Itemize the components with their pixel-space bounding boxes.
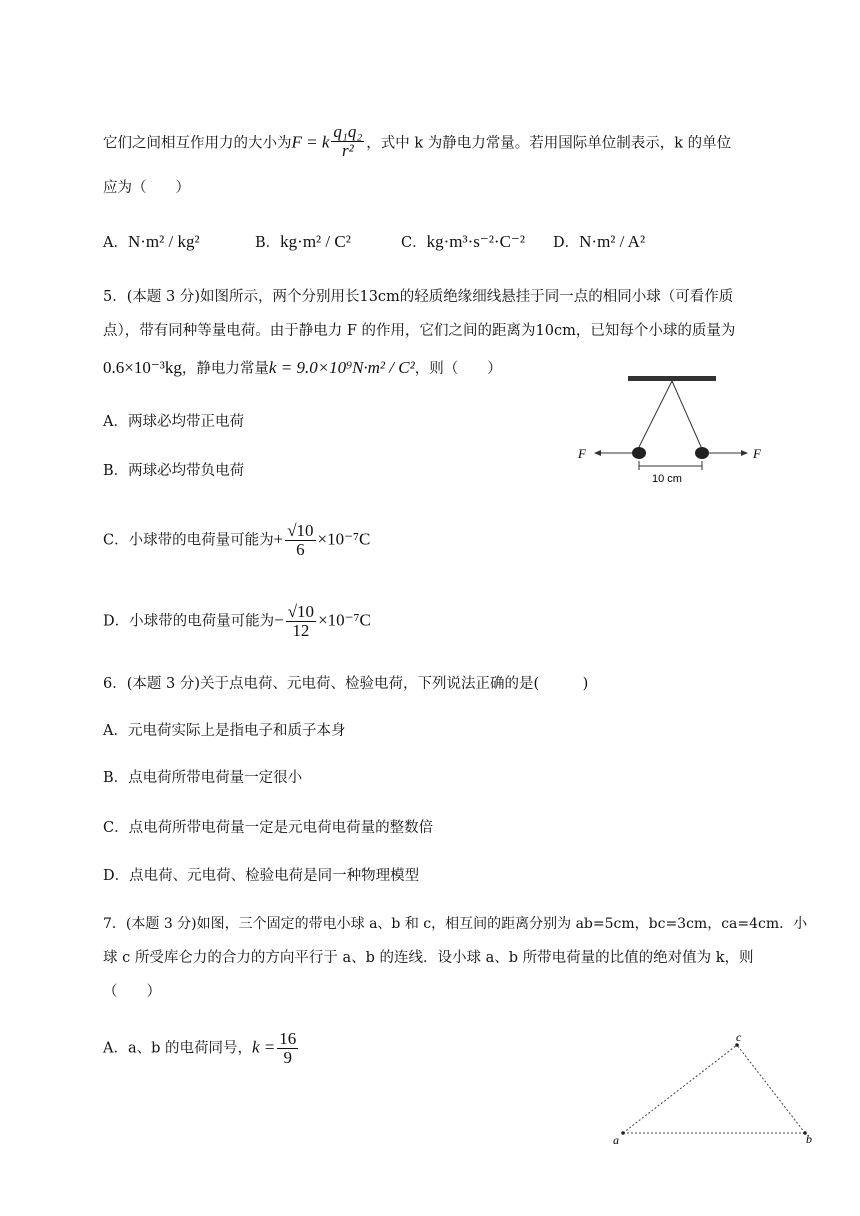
left-force-label: F	[578, 446, 586, 461]
distance-label: 10 cm	[652, 473, 682, 485]
q4-formula-den: r²	[341, 141, 354, 160]
q6-option-d: D．点电荷、元电荷、检验电荷是同一种物理模型	[103, 868, 420, 884]
q5-stem-line1: 5．(本题 3 分)如图所示，两个分别用长13cm的轻质绝缘细线悬挂于同一点的相同小球（可看作质	[103, 289, 734, 305]
q7-option-a-num: 16	[279, 1029, 297, 1048]
q5-option-d-pre: D．小球带的电荷量可能为	[103, 613, 275, 630]
q5-option-d-post: ×10⁻⁷C	[318, 610, 371, 630]
q7-option-a-pre: A．a、b 的电荷同号，	[103, 1040, 253, 1057]
q5-option-c	[103, 522, 370, 559]
q5-line3-end: ，则（ ）	[414, 361, 502, 377]
q7-option-a-den: 9	[283, 1048, 293, 1067]
left-thread	[638, 381, 672, 449]
q4-option-a	[103, 232, 200, 253]
q5-option-c-pre: C．小球带的电荷量可能为	[103, 532, 274, 549]
q4-stem-line1	[103, 122, 732, 162]
q5-option-d-fraction	[286, 603, 316, 640]
ceiling-bar	[628, 376, 716, 381]
q5-stem-line3	[103, 358, 502, 379]
q6-option-a: A．元电荷实际上是指电子和质子本身	[103, 723, 346, 739]
q4-intro-pre: 它们之间相互作用力的大小为	[103, 135, 292, 152]
q4-option-d-text: N·m² / A²	[579, 232, 646, 251]
side-ac	[623, 1045, 737, 1133]
q6-stem: 6．(本题 3 分)关于点电荷、元电荷、检验电荷，下列说法正确的是( )	[103, 676, 589, 692]
q5-option-c-sign: +	[273, 529, 284, 549]
q5-option-c-post: ×10⁻⁷C	[317, 529, 371, 549]
side-bc	[737, 1045, 805, 1133]
left-ball	[632, 447, 646, 459]
q7-option-a	[103, 1030, 300, 1067]
q5-coulomb-constant: k = 9.0×10⁹N·m² / C²	[268, 358, 415, 377]
q7-triangle-figure	[606, 1030, 820, 1150]
q4-option-b-letter: B．	[255, 235, 281, 251]
point-a	[621, 1131, 625, 1135]
q5-option-c-den: 6	[296, 540, 305, 559]
q7-option-a-k: k =	[252, 1037, 276, 1057]
q5-option-c-fraction	[285, 522, 315, 559]
q5-pendulum-figure	[572, 372, 772, 487]
q4-option-d	[553, 232, 645, 253]
q4-formula-fraction	[331, 123, 364, 160]
label-a: a	[613, 1133, 619, 1147]
q4-option-c-text: kg·m³·s⁻²·C⁻²	[426, 232, 526, 251]
q6-option-c: C．点电荷所带电荷量一定是元电荷电荷量的整数倍	[103, 820, 434, 836]
q4-intro-post: ，式中 k 为静电力常量。若用国际单位制表示，k 的单位	[366, 135, 732, 152]
q4-option-d-letter: D．	[553, 235, 580, 251]
q4-option-b	[255, 232, 351, 253]
q6-option-b: B．点电荷所带电荷量一定很小	[103, 770, 303, 786]
q7-stem-line3: （ ）	[103, 984, 161, 1000]
right-force-arrowhead	[741, 450, 748, 456]
q5-line3-mid: ，静电力常量	[181, 361, 269, 377]
q4-stem-line2: 应为（ ）	[103, 180, 190, 196]
q5-mass: 0.6×10⁻³kg	[103, 358, 182, 377]
q4-option-b-text: kg·m² / C²	[280, 232, 351, 251]
q4-option-c-letter: C．	[401, 235, 427, 251]
q4-option-a-letter: A．	[103, 235, 128, 251]
q4-option-a-text: N·m² / kg²	[127, 232, 200, 251]
right-thread	[672, 381, 702, 449]
q4-option-c	[401, 232, 525, 253]
q5-option-d-num: √10	[287, 602, 315, 621]
q4-formula-num: q₁q₂	[333, 122, 363, 141]
right-force-label: F	[753, 446, 761, 461]
q5-option-d-den: 12	[292, 621, 310, 640]
q5-option-d-sign: −	[274, 610, 284, 630]
q5-option-c-num: √10	[287, 521, 314, 540]
q5-option-a: A．两球必均带正电荷	[103, 414, 244, 430]
q7-stem-line2: 球 c 所受库仑力的合力的方向平行于 a、b 的连线．设小球 a、b 所带电荷量的比值的绝对值为 k，则	[103, 950, 754, 966]
q4-formula-F: F = k	[291, 132, 330, 152]
q5-option-d	[103, 603, 371, 640]
right-ball	[695, 447, 709, 459]
label-c: c	[736, 1030, 742, 1044]
q5-stem-line2: 点），带有同种等量电荷。由于静电力 F 的作用，它们之间的距离为10cm，已知每个小球的质量为	[103, 323, 736, 339]
left-force-arrowhead	[594, 450, 601, 456]
q5-option-b: B．两球必均带负电荷	[103, 463, 245, 479]
q7-stem-line1: 7．(本题 3 分)如图，三个固定的带电小球 a、b 和 c，相互间的距离分别为 ab=5cm，bc=3cm，ca=4cm．小	[103, 916, 808, 932]
label-b: b	[806, 1132, 812, 1146]
q7-option-a-fraction	[277, 1030, 298, 1067]
